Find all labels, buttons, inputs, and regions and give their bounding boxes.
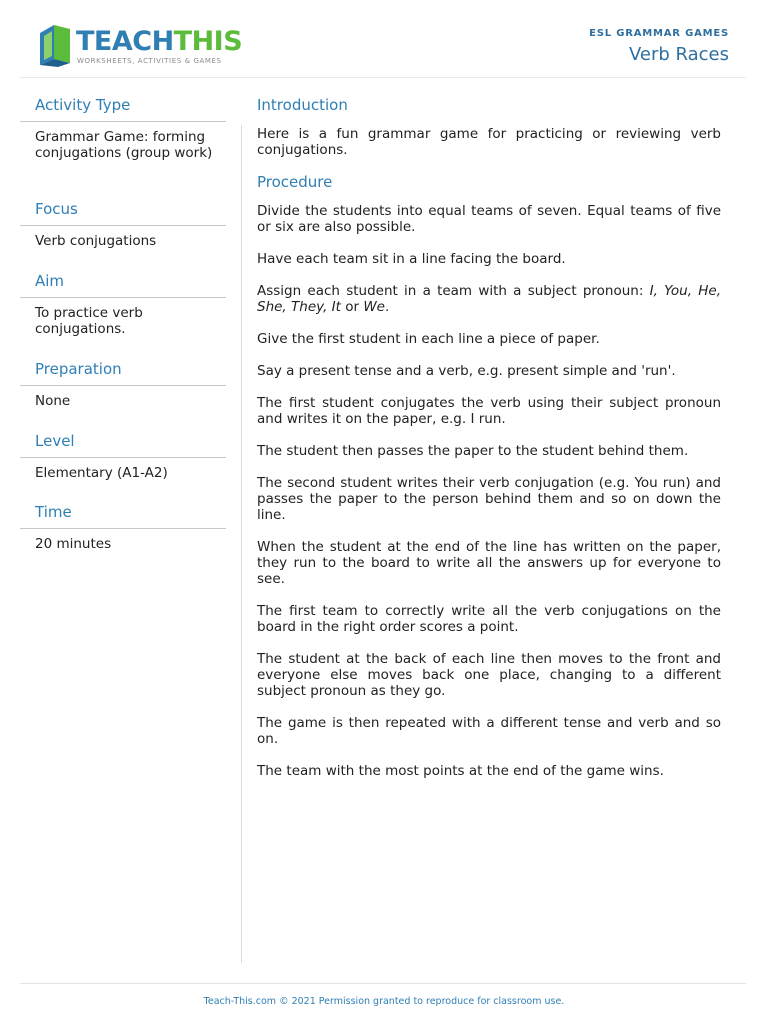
procedure-step: The student then passes the paper to the student behind them. [257, 443, 689, 459]
sidebar-heading: Time [20, 502, 226, 529]
introduction-text: Here is a fun grammar game for practicing or reviewing verb conjugations. [257, 126, 721, 158]
main-content [257, 95, 721, 779]
procedure-step: Say a present tense and a verb, e.g. present simple and 'run'. [257, 363, 676, 379]
page-title: Verb Races [628, 44, 729, 65]
procedure-step: Divide the students into equal teams of seven. Equal teams of five or six are also possible. [257, 203, 721, 235]
sidebar-activity-type [20, 95, 226, 199]
page-header [0, 0, 768, 78]
introduction-heading: Introduction [257, 96, 348, 114]
sidebar-text: Grammar Game: forming conjugations (group work) [35, 129, 213, 161]
sidebar-text: 20 minutes [35, 536, 112, 552]
sidebar-focus [20, 199, 226, 271]
procedure-step: Give the first student in each line a piece of paper. [257, 331, 600, 347]
logo-wordmark [76, 23, 242, 61]
sidebar-aim [20, 271, 226, 359]
procedure-step: The student at the back of each line then moves to the front and everyone else moves back one place, changing to a different subject pronoun as they go. [257, 651, 721, 699]
sidebar-time [20, 502, 226, 562]
procedure-step: The second student writes their verb conjugation (e.g. You run) and passes the paper to the person behind them and so on down the line. [257, 475, 721, 523]
sidebar-level [20, 431, 226, 502]
procedure-step: The first student conjugates the verb using their subject pronoun and writes it on the paper, e.g. I run. [257, 395, 721, 427]
procedure-step: The team with the most points at the end of the game wins. [257, 763, 664, 779]
sidebar-heading: Preparation [20, 359, 226, 386]
series-label: ESL GRAMMAR GAMES [589, 28, 729, 39]
pronoun-list: I, You, He, She, They, It [257, 283, 721, 315]
header-divider [20, 77, 746, 78]
logo-word-teach: TEACH [76, 26, 174, 57]
book-icon [36, 23, 74, 67]
procedure-step [257, 283, 721, 315]
logo-word-this: THIS [173, 26, 243, 57]
sidebar-text: Elementary (A1-A2) [35, 465, 168, 481]
sidebar-preparation [20, 359, 226, 431]
sidebar-text: Verb conjugations [35, 233, 157, 249]
teach-this-logo[interactable] [36, 23, 243, 69]
sidebar-heading: Activity Type [20, 95, 226, 122]
footer-divider [20, 983, 746, 984]
procedure-step: The first team to correctly write all the verb conjugations on the board in the right order scores a point. [257, 603, 721, 635]
step-text-end: . [384, 299, 390, 315]
step-text: Assign each student in a team with a subject pronoun: [257, 283, 650, 299]
procedure-step: When the student at the end of the line has written on the paper, they run to the board to write all the answers up for everyone to see. [257, 539, 721, 587]
step-text-or: or [340, 299, 364, 315]
pronoun-we: We [363, 299, 385, 315]
sidebar-text: None [35, 393, 71, 409]
column-divider [241, 125, 242, 963]
footer-copyright[interactable]: Teach-This.com © 2021 Permission granted to reproduce for classroom use. [203, 996, 565, 1007]
sidebar-text: To practice verb conjugations. [35, 305, 143, 337]
procedure-heading: Procedure [257, 173, 333, 191]
sidebar [20, 95, 226, 562]
logo-tagline: WORKSHEETS, ACTIVITIES & GAMES [77, 57, 222, 65]
sidebar-heading: Aim [20, 271, 226, 298]
sidebar-heading: Level [20, 431, 226, 458]
procedure-step: The game is then repeated with a different tense and verb and so on. [257, 715, 721, 747]
sidebar-heading: Focus [20, 199, 226, 226]
procedure-step: Have each team sit in a line facing the board. [257, 251, 566, 267]
